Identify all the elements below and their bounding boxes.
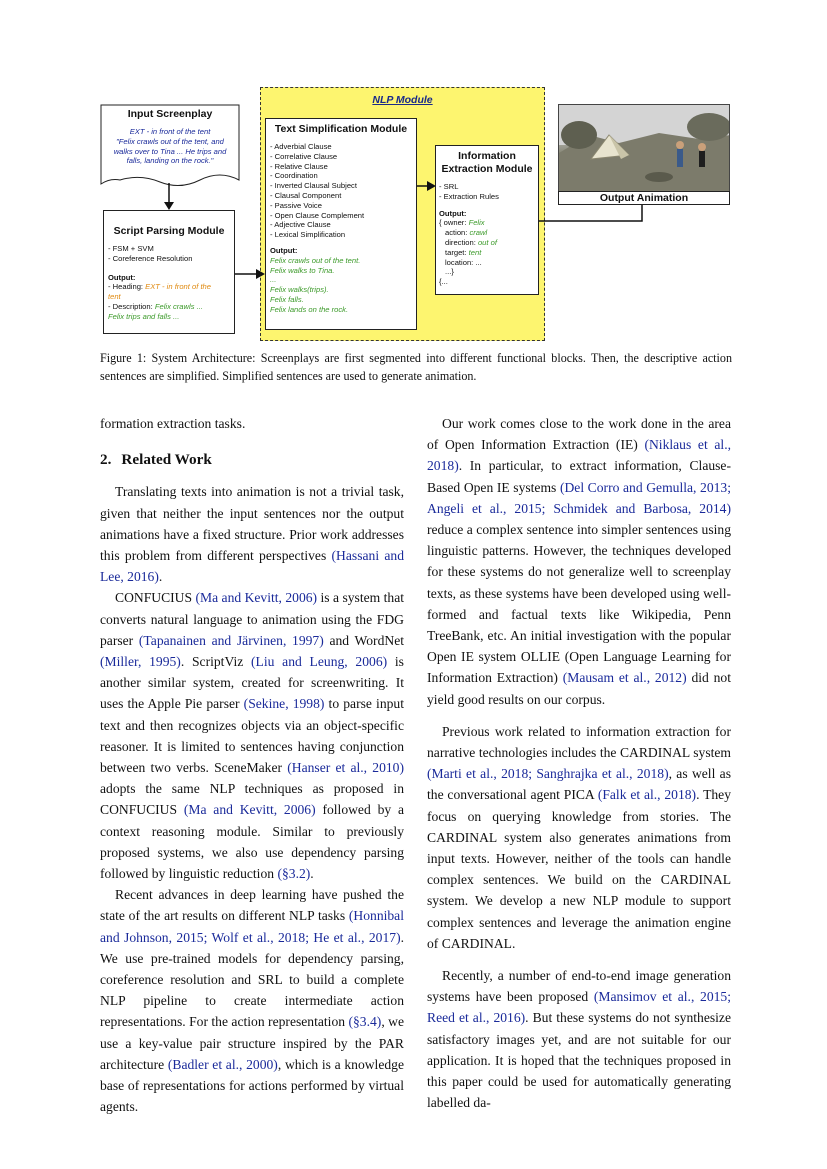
citation-link[interactable]: (Honnibal and Johnson, 2015; Wolf et al., 2018; He et al., 2017) bbox=[100, 908, 404, 945]
section-heading bbox=[100, 449, 404, 470]
script-parsing-heading-cont: tent bbox=[108, 292, 121, 302]
paragraph: Recent advances in deep learning have pushed the state of the art results on different NLP tasks (Honnibal and Johnson, 2015; Wolf et al., 2018; He et al., 2017). We use pre-trained models for dependency parsing, coreference resolution and SRL to build a complete NLP pipeline to create intermediate action representations. For the action representation (§3.4), we use a key-value pair structure inspired by the PAR architecture (Badler et al., 2000), which is a knowledge base of representations for actions performed by virtual agents. bbox=[100, 887, 404, 1115]
citation-link[interactable]: (Badler et al., 2000) bbox=[167, 1056, 278, 1072]
input-screenplay bbox=[100, 108, 240, 166]
extraction-output-label: Output: bbox=[439, 208, 467, 218]
system-architecture-figure bbox=[100, 85, 732, 345]
simplification-output: Felix falls. bbox=[270, 294, 304, 304]
paragraph: Translating texts into animation is not a trivial task, given that neither the input sentences nor the output animations have a fixed structure. Prior work addresses this problem from different perspectives (Hassani and Lee, 2016). bbox=[100, 484, 405, 585]
simplification-output: ... bbox=[270, 275, 277, 285]
citation-link[interactable]: (Hanser et al., 2010) bbox=[287, 760, 404, 776]
screenplay-line: walks over to Tina ... He trips and bbox=[113, 146, 227, 156]
text-simplification-items bbox=[270, 142, 412, 315]
arrow-down bbox=[163, 183, 175, 211]
section-ref-link[interactable]: (§3.2) bbox=[277, 866, 311, 882]
information-extraction-title bbox=[439, 150, 535, 176]
script-parsing-heading: - Heading: EXT - in front of the bbox=[108, 282, 211, 292]
simplification-item: - Open Clause Complement bbox=[270, 210, 365, 220]
extraction-owner: { owner: Felix bbox=[439, 218, 485, 228]
simplification-output: Felix crawls out of the tent. bbox=[270, 255, 361, 265]
extraction-item: - SRL bbox=[439, 182, 459, 191]
citation-link[interactable]: (Hassani and Lee, 2016) bbox=[100, 548, 405, 585]
output-animation-image bbox=[558, 104, 730, 192]
left-column bbox=[100, 413, 404, 1118]
extraction-action: action: crawl bbox=[445, 228, 488, 238]
script-parsing-items bbox=[108, 244, 230, 322]
extraction-close: {... bbox=[439, 277, 448, 287]
screenplay-line: "Felix crawls out of the tent, and bbox=[116, 136, 224, 146]
citation-link[interactable]: (Marti et al., 2018; Sanghrajka et al., 2018) bbox=[427, 766, 669, 782]
animation-scene bbox=[559, 105, 730, 192]
simplification-item: - Lexical Simplification bbox=[270, 230, 346, 240]
screenplay-line: EXT - in front of the tent bbox=[129, 127, 211, 136]
output-animation-label: Output Animation bbox=[558, 191, 730, 205]
extraction-location: location: ... bbox=[445, 257, 482, 267]
text-simplification-module bbox=[265, 118, 417, 330]
citation-link[interactable]: (Del Corro and Gemulla, 2013; Angeli et al., 2015; Schmidek and Barbosa, 2014) bbox=[427, 479, 731, 516]
section-ref-link[interactable]: (§3.4) bbox=[348, 1014, 382, 1030]
screenplay-line: falls, landing on the rock." bbox=[126, 156, 214, 166]
citation-link[interactable]: (Sekine, 1998) bbox=[243, 696, 325, 712]
figure-caption: Figure 1: System Architecture: Screenplays are first segmented into different functional blocks. Then, the descriptive action sentences are simplified. Simplified sentences are used to generate animation. bbox=[100, 351, 732, 383]
citation-link[interactable]: (Tapanainen and Järvinen, 1997) bbox=[138, 632, 324, 648]
section-title: Related Work bbox=[121, 451, 212, 469]
simplification-item: - Adjective Clause bbox=[270, 220, 331, 230]
information-extraction-title-line: Information bbox=[458, 150, 516, 162]
paragraph: Previous work related to information extraction for narrative technologies includes the CARDINAL system (Marti et al., 2018; Sanghrajka et al., 2018), as well as the conversational agent PICA (Falk et al., 2018). They focus on querying knowledge from stories. The CARDINAL system also generates animations from input texts. However, neither of the tools can handle complex sentences. We build on the CARDINAL system. We develop a new NLP module to support complex sentences and leverage the animation engine of CARDINAL. bbox=[427, 723, 731, 951]
arrow-right bbox=[417, 180, 437, 192]
arrow-right bbox=[235, 268, 267, 280]
extraction-close: ...} bbox=[445, 267, 454, 277]
nlp-module-title: NLP Module bbox=[372, 94, 433, 106]
simplification-output: Felix walks to Tina. bbox=[270, 265, 335, 275]
paragraph: Recently, a number of end-to-end image generation systems have been proposed (Mansimov et al., 2015; Reed et al., 2016). But these systems do not synthesize satisfactory images yet, and are not suitable for our application. It is hoped that the techniques proposed in this paper could be used for automatically generating labelled da- bbox=[427, 968, 731, 1111]
citation-link[interactable]: (Niklaus et al., 2018) bbox=[427, 437, 731, 474]
simplification-output: Felix walks(trips). bbox=[270, 285, 329, 295]
information-extraction-title-line: Extraction Module bbox=[441, 163, 533, 175]
script-parsing-desc: - Description: Felix crawls ... bbox=[108, 301, 203, 311]
extraction-item: - Extraction Rules bbox=[439, 191, 499, 201]
simplification-item: - Relative Clause bbox=[270, 161, 328, 171]
simplification-item: - Inverted Clausal Subject bbox=[270, 181, 357, 191]
text-simplification-title: Text Simplification Module bbox=[274, 123, 408, 135]
simplification-item: - Passive Voice bbox=[270, 200, 322, 210]
citation-link[interactable]: (Ma and Kevitt, 2006) bbox=[195, 590, 318, 606]
paragraph: Our work comes close to the work done in the area of Open Information Extraction (IE) (Niklaus et al., 2018). In particular, to extract information, Clause-Based Open IE systems (Del Corro and Gemulla, 2013; Angeli et al., 2015; Schmidek and Barbosa, 2014) reduce a complex sentence into simpler sentences using linguistic patterns. However, the techniques developed for these systems do not generalize well to screenplay texts, as these systems have been developed using well-formed and factual texts like Wikipedia, Penn TreeBank, etc. An initial investigation with the popular Open IE system OLLIE (Open Language Learning for Information Extraction) (Mausam et al., 2012) did not yield good results on our corpus. bbox=[427, 416, 731, 707]
citation-link[interactable]: (Ma and Kevitt, 2006) bbox=[183, 802, 316, 818]
citation-link[interactable]: (Mausam et al., 2012) bbox=[562, 670, 687, 686]
simplification-output: Felix lands on the rock. bbox=[270, 304, 349, 314]
citation-link[interactable]: (Mansimov et al., 2015; Reed et al., 2016) bbox=[427, 989, 731, 1026]
script-parsing-desc-cont: Felix trips and falls ... bbox=[108, 311, 180, 321]
extraction-target: target: tent bbox=[445, 247, 482, 257]
simplification-item: - Coordination bbox=[270, 171, 318, 181]
citation-link[interactable]: (Liu and Leung, 2006) bbox=[251, 654, 388, 670]
right-column bbox=[427, 413, 731, 1114]
script-parsing-module bbox=[103, 210, 235, 334]
script-parsing-output-label: Output: bbox=[108, 272, 136, 282]
citation-link[interactable]: (Miller, 1995) bbox=[100, 654, 181, 670]
simplification-item: - Clausal Component bbox=[270, 190, 342, 200]
section-number: 2. bbox=[100, 451, 112, 469]
input-screenplay-text bbox=[100, 127, 240, 166]
simplification-output-label: Output: bbox=[270, 245, 298, 255]
information-extraction-module bbox=[435, 145, 539, 295]
extraction-direction: direction: out of bbox=[445, 237, 497, 247]
paragraph: CONFUCIUS (Ma and Kevitt, 2006) is a system that converts natural language to animation using the FDG parser (Tapanainen and Järvinen, 1997) and WordNet (Miller, 1995). ScriptViz (Liu and Leung, 2006) is another similar system, created for screenwriting. It uses the Apple Pie parser (Sekine, 1998) to parse input text and then recognizes objects via an object-specific reasoner. It is limited to sentences having conjunction between two verbs. SceneMaker (Hanser et al., 2010) adopts the same NLP techniques as proposed in CONFUCIUS (Ma and Kevitt, 2006) followed by a context reasoning module. Similar to previously proposed systems, we also use dependency parsing followed by linguistic reduction (§3.2). bbox=[100, 590, 405, 882]
script-parsing-item: - Coreference Resolution bbox=[108, 253, 193, 263]
paragraph: formation extraction tasks. bbox=[100, 416, 246, 431]
script-parsing-item: - FSM + SVM bbox=[108, 244, 154, 253]
citation-link[interactable]: (Falk et al., 2018) bbox=[597, 787, 697, 803]
simplification-item: - Adverbial Clause bbox=[270, 142, 332, 151]
simplification-item: - Correlative Clause bbox=[270, 151, 338, 161]
input-screenplay-title: Input Screenplay bbox=[127, 108, 213, 120]
information-extraction-items bbox=[439, 182, 535, 287]
script-parsing-title: Script Parsing Module bbox=[113, 225, 225, 237]
